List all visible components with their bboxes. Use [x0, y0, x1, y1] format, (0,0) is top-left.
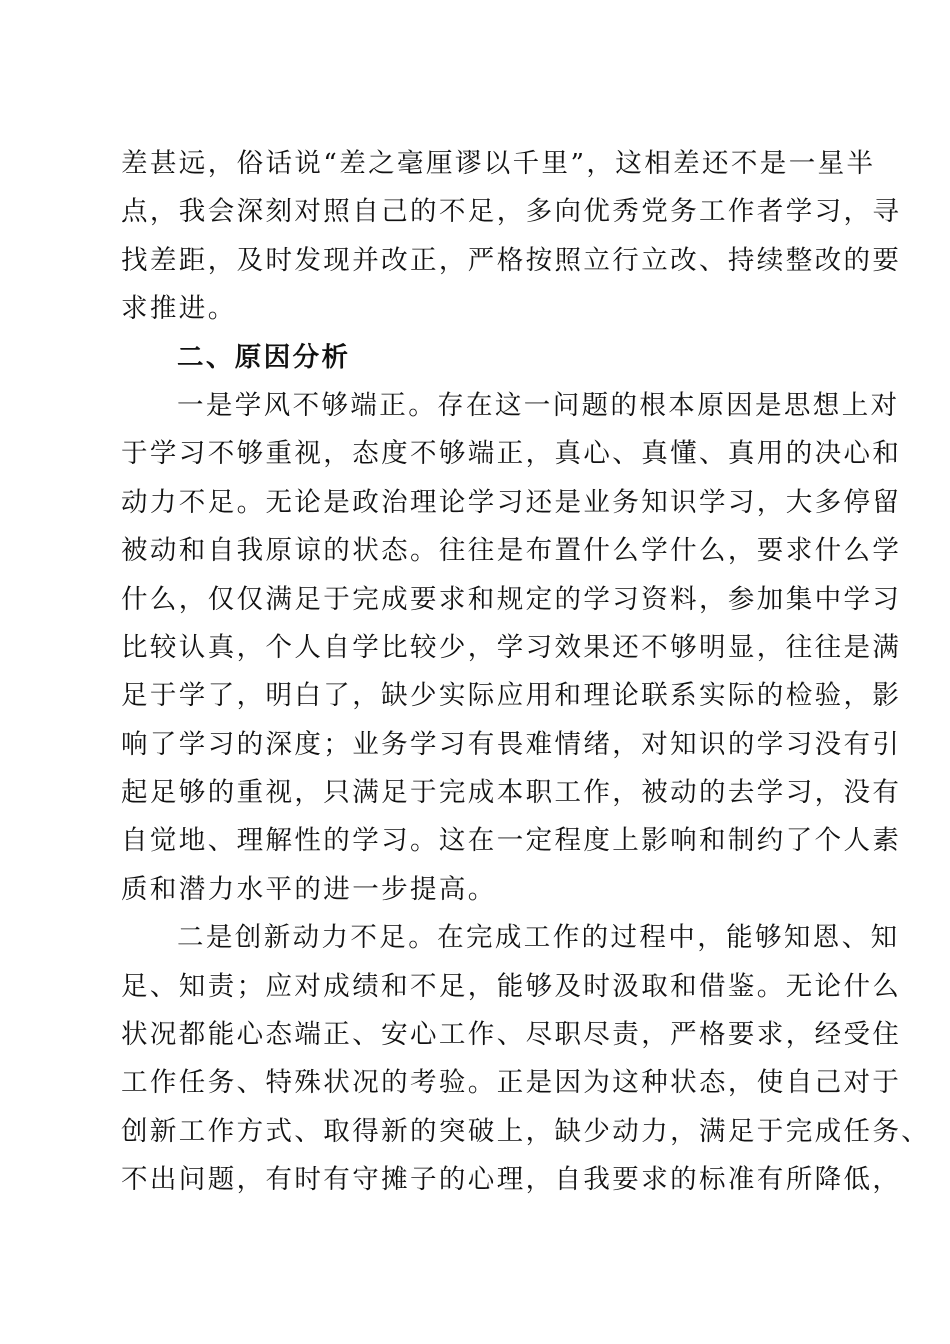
text-line: 找差距，及时发现并改正，严格按照立行立改、持续整改的要 [121, 244, 902, 276]
section-heading: 二、原因分析 [177, 341, 351, 373]
paragraph-lead: 二是创新动力不足。 [177, 922, 438, 954]
text-line: 起足够的重视，只满足于完成本职工作，被动的去学习，没有 [121, 777, 902, 809]
paragraph-lead: 一是学风不够端正。 [177, 389, 438, 421]
text-line: 创新工作方式、取得新的突破上，缺少动力，满足于完成任务、 [121, 1115, 931, 1147]
text-line: 质和潜力水平的进一步提高。 [121, 873, 497, 905]
text-line [121, 382, 900, 430]
paragraph-continuation [121, 140, 902, 334]
text-line: 于学习不够重视，态度不够端正，真心、真懂、真用的决心和 [121, 438, 902, 470]
document-body [121, 140, 931, 1205]
text-line: 求推进。 [121, 293, 237, 325]
text-line: 响了学习的深度；业务学习有畏难情绪，对知识的学习没有引 [121, 728, 902, 760]
text-line: 足、知责；应对成绩和不足，能够及时汲取和借鉴。无论什么 [121, 970, 902, 1002]
paragraph-first-line-text: 存在这一问题的根本原因是思想上对 [437, 389, 900, 421]
text-line: 动力不足。无论是政治理论学习还是业务知识学习，大多停留 [121, 486, 902, 518]
text-line: 什么，仅仅满足于完成要求和规定的学习资料，参加集中学习 [121, 583, 902, 615]
text-line: 点，我会深刻对照自己的不足，多向优秀党务工作者学习，寻 [121, 196, 902, 228]
text-line: 被动和自我原谅的状态。往往是布置什么学什么，要求什么学 [121, 535, 902, 567]
text-line: 工作任务、特殊状况的考验。正是因为这种状态，使自己对于 [121, 1067, 902, 1099]
text-line: 自觉地、理解性的学习。这在一定程度上影响和制约了个人素 [121, 825, 902, 857]
text-line [121, 914, 900, 962]
text-line: 足于学了，明白了，缺少实际应用和理论联系实际的检验，影 [121, 680, 902, 712]
text-line: 比较认真，个人自学比较少，学习效果还不够明显，往往是满 [121, 631, 902, 663]
paragraph-study-style [121, 382, 902, 914]
paragraph-first-line-text: 在完成工作的过程中，能够知恩、知 [437, 922, 900, 954]
text-line: 差甚远，俗话说“差之毫厘谬以千里”，这相差还不是一星半 [121, 148, 876, 179]
paragraph-innovation [121, 914, 931, 1204]
text-line: 状况都能心态端正、安心工作、尽职尽责，严格要求，经受住 [121, 1019, 902, 1051]
text-line: 不出问题，有时有守摊子的心理，自我要求的标准有所降低， [121, 1164, 902, 1196]
